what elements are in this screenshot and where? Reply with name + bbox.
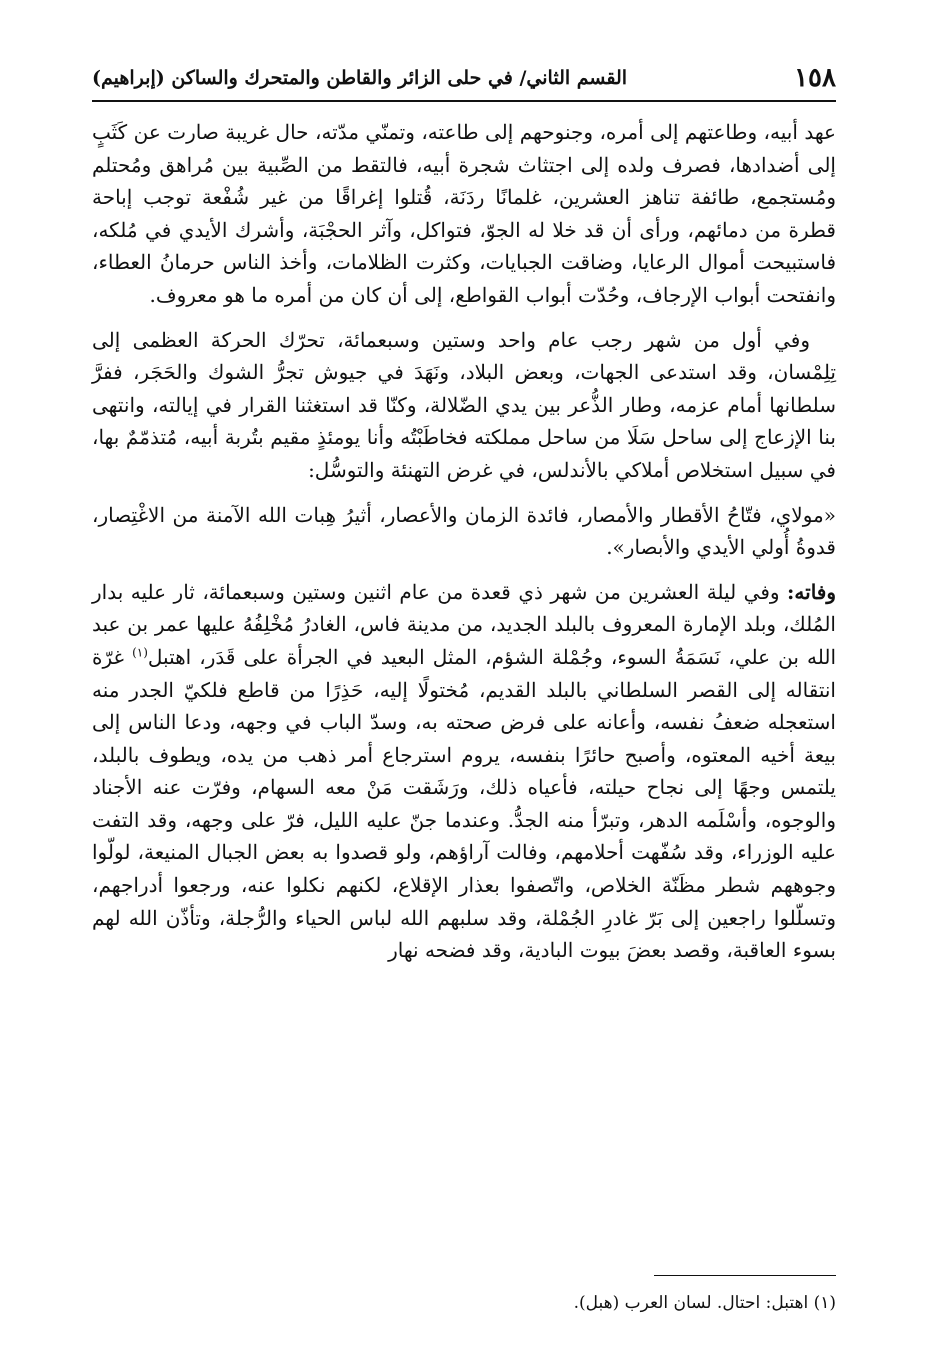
page-number: ١٥٨	[794, 63, 836, 93]
page-header	[92, 58, 836, 98]
running-title: القسم الثاني/ في حلى الزائر والقاطن والمتحرك والساكن (إبراهيم)	[92, 67, 628, 89]
footnote: (١) اهتبل: احتال. لسان العرب (هبل).	[573, 1293, 836, 1313]
paragraph-1: عهد أبيه، وطاعتهم إلى أمره، وجنوحهم إلى طاعته، وتمنّي مدّته، حال غريبة صارت عن كَثَبٍ إلى أضدادها، فصرف ولده إلى اجتثاث شجرة أبيه، فالتقط من الصِّبية بين مُراهق ومُحتلم ومُستجمع، طائفة تناهز العشرين، غلمانًا ردَنَة، قُتلوا إغراقًا من غير شُفْعة توجب إباحة قطرة من دمائهم، ورأى أن قد خلا له الجوّ، فتواكل، وآثر الحجْبَة، وأشرك الأيدي في مُلكه، فاستبيحت أموال الرعايا، وضاقت الجبايات، وكثرت الظلامات، وأخذ الناس حرمانُ العطاء، وانفتحت أبواب الإرجاف، وحُدّت أبواب القواطع، إلى أن كان من أمره ما هو معروف.	[92, 120, 836, 307]
main-text	[92, 116, 836, 979]
paragraph-2: وفي أول من شهر رجب عام واحد وستين وسبعمائة، تحرّك الحركة العظمى إلى تِلِمْسان، وقد استدعى الجهات، وبعض البلاد، ونَهَدَ في جيوش تجرُّ الشوك والحَجَر، ففرَّ سلطانها أمام عزمه، وطار الذُّعر بين يدي الضّلالة، وكنّا قد استغثنا القرار في إيالته، وانتهى بنا الإزعاج إلى ساحل سَلَا من ساحل مملكته فخاطَبْتُه وأنا يومئذٍ مقيم بتُربة أبيه، مُتذمّمٌ بها، في سبيل استخلاص أملاكي بالأندلس، في غرض التهنئة والتوسُّل:	[92, 327, 836, 482]
paragraph-3-part-b: غرّة انتقاله إلى القصر السلطاني بالبلد القديم، مُختولًا إليه، حَذِرًا من قاطع فلكيّ الجدر منه استعجله ضعفُ نفسه، وأعانه على فرض صحته به، وسدّ الباب في وجهه، ودعا الناس إلى بيعة أخيه المعتوه، وأصبح حائرًا بنفسه، يروم استرجاع أمر ذهب من يده، ويطوف بالبلد، يلتمس وجهًا إلى نجاح حيلته، فأعياه ذلك، ورَشَقت مَنْ معه السهام، وفرّت عنه الأجناد والوجوه، وأسْلَمه الدهر، وتبرّأ منه الجدُّ. وعندما جنّ عليه الليل، فرّ على وجهه، وقد التفت عليه الوزراء، وقد سُفّهت أحلامهم، وفالت آراؤهم، ولو قصدوا به بعض الجبال المنيعة، لولّوا وجوههم شطر مظَنّة الخلاص، واتّصفوا بعذار الإقلاع، لكنهم نكلوا عنه، ورجعوا أدراجهم، وتسلّلوا راجعين إلى بَرّ غادرِ الجُمْلة، وقد سلبهم الله لباس الحياء والرُّجلة، وتأذّن الله لهم بسوء العاقبة، وقصد بعضَ بيوت البادية، وقد فضحه نهار	[92, 644, 836, 963]
quoted-address: «مولاي، فتّاحُ الأقطار والأمصار، فائدة الزمان والأعصار، أثيرُ هِبات الله الآمنة من الاغْتِصار، قدوةُ أُولي الأيدي والأبصار».	[92, 502, 836, 560]
footnote-divider	[654, 1275, 836, 1276]
section-lead-death: وفاته:	[787, 579, 837, 604]
paragraph-3-part-a: وفي ليلة العشرين من شهر ذي قعدة من عام اثنين وستين وسبعمائة، ثار عليه بدار المُلك، وبلد الإمارة المعروف بالبلد الجديد، من مدينة فاس، الغادرُ مُخْلِفُهُ عليها عمر بن عبد الله بن علي، نَسَمَةُ السوء، وجُمْلة الشؤم، المثل البعيد في الجرأة على قَدَر، اهتبل	[92, 579, 837, 669]
footnote-marker: (١)	[132, 645, 148, 660]
header-divider	[92, 100, 836, 102]
paragraph-3	[92, 576, 836, 967]
